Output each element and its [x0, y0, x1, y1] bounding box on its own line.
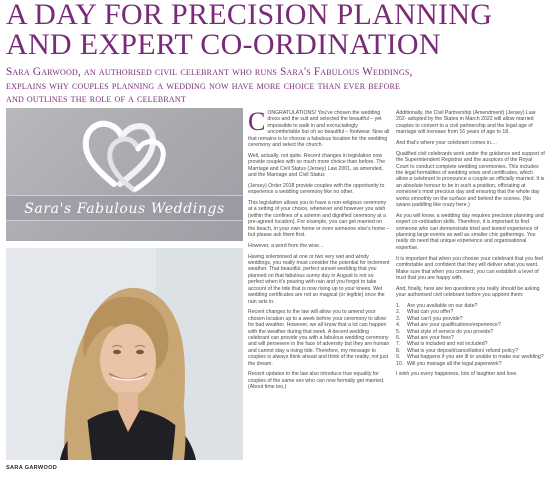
article-paragraph: Recent updates to the law also introduce true equality for couples of the same sex who can now formally get married. (About time too.) [248, 371, 385, 391]
list-item: 7. What is included and not included? [396, 341, 488, 348]
article-closing: I wish you every happiness, lots of laughter and love. [396, 371, 518, 378]
article-paragraph: (Jersey) Order 2018 provide couples with the opportunity to experience a wedding ceremony like no other. [248, 182, 385, 196]
standfirst-line-1: Sara Garwood, an authorised civil celebrant who runs Sara's Fabulous Weddings, [6, 66, 413, 78]
article-column-middle [248, 107, 390, 395]
article-paragraph: However, a word from the wise... [248, 242, 324, 249]
list-item: 5. What style of service do you provide? [396, 328, 494, 335]
sara-garwood-portrait-image [6, 248, 243, 460]
standfirst-line-3: and outlines the role of a celebrant [6, 93, 186, 106]
list-item: 10. Will you manage all the legal paperwork? [396, 360, 502, 367]
article-paragraph: Well, actually, not quite. Recent changes in legislation now provide couples with so much more choice than before. The Marriage and Civil Status (Jersey) Law 2001, as amended, and the Marriage and Civil Status [248, 152, 386, 179]
drop-cap: C [248, 107, 266, 136]
article-column-right [396, 110, 546, 382]
portrait-photo [6, 248, 243, 460]
logo-wordmark: Sara's Fabulous Weddings [6, 195, 243, 221]
article-headline [6, 0, 546, 60]
article-paragraph: Recent changes to the law will allow you to amend your chosen location up to a week before your ceremony to allow for bad weather. However, we all know that a lot can happen with the weather during that week. A decent wedding celebrant can provide you with a fabulous wedding ceremony and will persevere in the face of adversity but they are human and cannot stay a rising tide. Therefore, my message to couples is always think ahead and think of the reality, not just the dream. [248, 309, 390, 367]
list-item: 2. What can you offer? [396, 309, 454, 316]
list-item: 6. What are your fees? [396, 334, 454, 341]
questions-list [396, 303, 546, 367]
article-paragraph: Qualified civil celebrants work under the guidance and support of the Superintendent Registrar and the auspices of the Royal Court to conduct complete wedding ceremonies. This includes the legal formalities of wedding vows and certificates, which allow a celebrant to pronounce a couple as officially married. It is an absolute honour to be in such a position, officiating at someone's most precious day and ensuring that the whole day works smoothly on the surface and behind the scenes. (No swans paddling like crazy here.) [396, 150, 545, 209]
sara-fabulous-weddings-logo [6, 108, 243, 241]
article-paragraph: It is important that when you choose your celebrant that you feel comfortable and confident that they will deliver what you want. Make sure that when you connect, you can establish a level of trust that you are happy with. [396, 255, 544, 281]
headline-line-2: AND EXPERT CO-ORDINATION [6, 28, 441, 61]
article-paragraph: And that's where your celebrant comes in.... [396, 140, 497, 147]
list-item: 3. What can't you provide? [396, 315, 463, 322]
standfirst-line-2: explains why couples planning a wedding now have more choice than ever before [6, 79, 401, 92]
photo-caption: SARA GARWOOD [6, 465, 58, 471]
article-paragraph: CONGRATULATIONS! You've chosen the wedding dress and the suit and selected the beautiful – yet impossible to walk in and excruciatingly uncomfortable but oh so beautiful – footwear. Now all that remains is to choose a fabulous location for the wedding ceremony and select the church. [248, 107, 390, 149]
list-item: 4. What are your qualifications/experience? [396, 322, 501, 329]
list-item: 1. Are you available on our date? [396, 302, 478, 309]
article-paragraph: Additionally, the Civil Partnership (Amendment) (Jersey) Law 202- adopted by the States in March 2022 will allow married couples to convert to a civil partnership and the legal age of marriage will increase from 16 years of age to 18. [396, 110, 536, 136]
article-paragraph: Having solemnised at one or two very wet and windy weddings, you really must consider the potential for inclement weather. That beautiful, perfect sunset wedding that you planned on that fabulous sunny day in August is not so perfect when it's pouring with rain and you forgot to take account of the tide that is now rising up to your knees. Wet wedding certificates are not so magical (or legible) once the rain sets in. [248, 253, 390, 305]
list-item: 8. What is your deposit/cancellation/ refund policy? [396, 347, 519, 354]
article-standfirst [6, 66, 546, 107]
headline-line-1: A DAY FOR PRECISION PLANNING [6, 0, 493, 31]
list-item: 9. What happens if you are ill or unable to make our wedding? [396, 354, 544, 361]
interlocking-hearts-icon [82, 114, 168, 194]
article-paragraph: And, finally, here are ten questions you really should be asking your authorised civil celebrant before you appoint them: [396, 285, 540, 299]
article-paragraph: As you will know, a wedding day requires precision planning and expert co-ordination skills. Therefore, it is important to find someone who can demonstrate tried and tested experience of planning large events as well as smaller chic gatherings. You really do need that unique experience and organisational expertise. [396, 212, 544, 251]
article-paragraph: This legislation allows you to have a non-religious ceremony at a setting of your choice, whenever and however you wish (within the confines of a solemn and dignified ceremony at a pre-agreed location). For example, you can get married on the beach, in your own home or even someone else's home – but please ask them first. [248, 200, 390, 239]
